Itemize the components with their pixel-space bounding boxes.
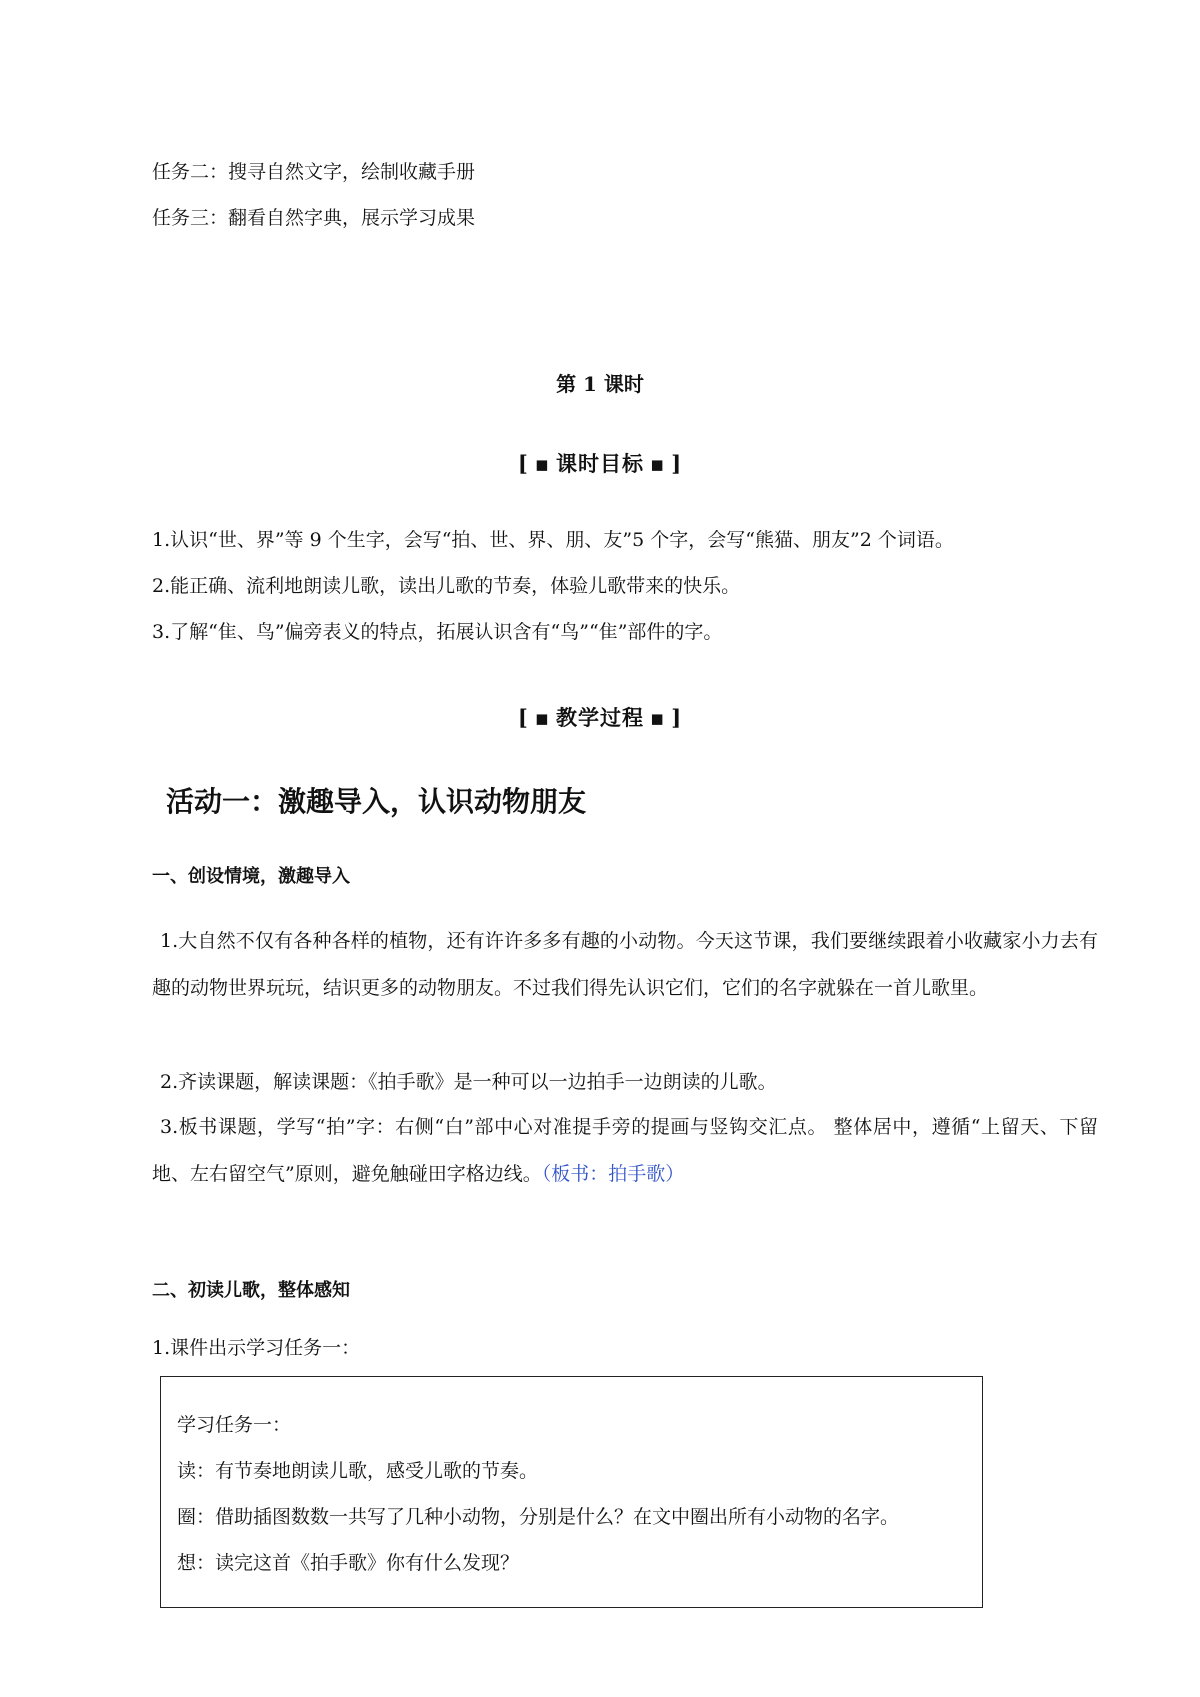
dot-icon: ▪ — [534, 451, 550, 476]
process-heading — [0, 702, 1200, 732]
section-heading: 一、创设情境，激趣导入 — [152, 866, 350, 887]
task-circle: 圈：借助插图数数一共写了几种小动物，分别是什么？在文中圈出所有小动物的名字。 — [177, 1506, 900, 1528]
objective-item: 1.认识“世、界”等 9 个生字，会写“拍、世、界、朋、友”5 个字，会写“熊猫、朋友”2 个词语。 — [152, 529, 954, 551]
dot-icon: ▪ — [650, 451, 666, 476]
process-label: 教学过程 — [556, 705, 644, 730]
task-box-title: 学习任务一： — [177, 1414, 292, 1436]
bracket-open: [ — [517, 705, 529, 730]
learning-task-box — [160, 1376, 983, 1608]
dot-icon: ▪ — [650, 705, 666, 730]
bracket-open: [ — [517, 451, 529, 476]
dot-icon: ▪ — [534, 705, 550, 730]
lesson-title: 第 1 课时 — [556, 372, 644, 396]
task-three-line: 任务三：翻看自然字典，展示学习成果 — [152, 207, 476, 229]
paragraph-topic: 2.齐读课题，解读课题：《拍手歌》是一种可以一边拍手一边朗读的儿歌。 — [160, 1071, 777, 1093]
board-note: （板书：拍手歌） — [541, 1163, 685, 1185]
activity-title: 活动一：激趣导入，认识动物朋友 — [166, 785, 587, 818]
task-think: 想：读完这首《拍手歌》你有什么发现？ — [177, 1552, 520, 1574]
task-two-line: 任务二：搜寻自然文字，绘制收藏手册 — [152, 161, 476, 183]
paragraph-writing — [152, 1104, 1098, 1198]
objective-item: 3.了解“隹、鸟”偏旁表义的特点，拓展认识含有“鸟”“隹”部件的字。 — [152, 621, 723, 643]
section-heading: 二、初读儿歌，整体感知 — [152, 1280, 350, 1301]
task-read: 读：有节奏地朗读儿歌，感受儿歌的节奏。 — [177, 1460, 539, 1482]
objective-item: 2.能正确、流利地朗读儿歌，读出儿歌的节奏，体验儿歌带来的快乐。 — [152, 575, 741, 597]
bracket-close: ] — [671, 705, 683, 730]
task-intro: 1.课件出示学习任务一： — [152, 1337, 361, 1359]
objectives-heading — [0, 448, 1200, 478]
bracket-close: ] — [671, 451, 683, 476]
paragraph-intro: 1.大自然不仅有各种各样的植物，还有许许多多有趣的小动物。今天这节课，我们要继续跟着小收藏家小力去有趣的动物世界玩玩，结识更多的动物朋友。不过我们得先认识它们，它们的名字就躲在一首儿歌里。 — [152, 930, 1098, 999]
objectives-label: 课时目标 — [556, 451, 644, 476]
writing-text: 3.板书课题，学写“拍”字：右侧“白”部中心对准提手旁的提画与竖钩交汇点。 整体居中，遵循“上留天、下留地、左右留空气”原则，避免触碰田字格边线。 — [152, 1116, 1098, 1185]
